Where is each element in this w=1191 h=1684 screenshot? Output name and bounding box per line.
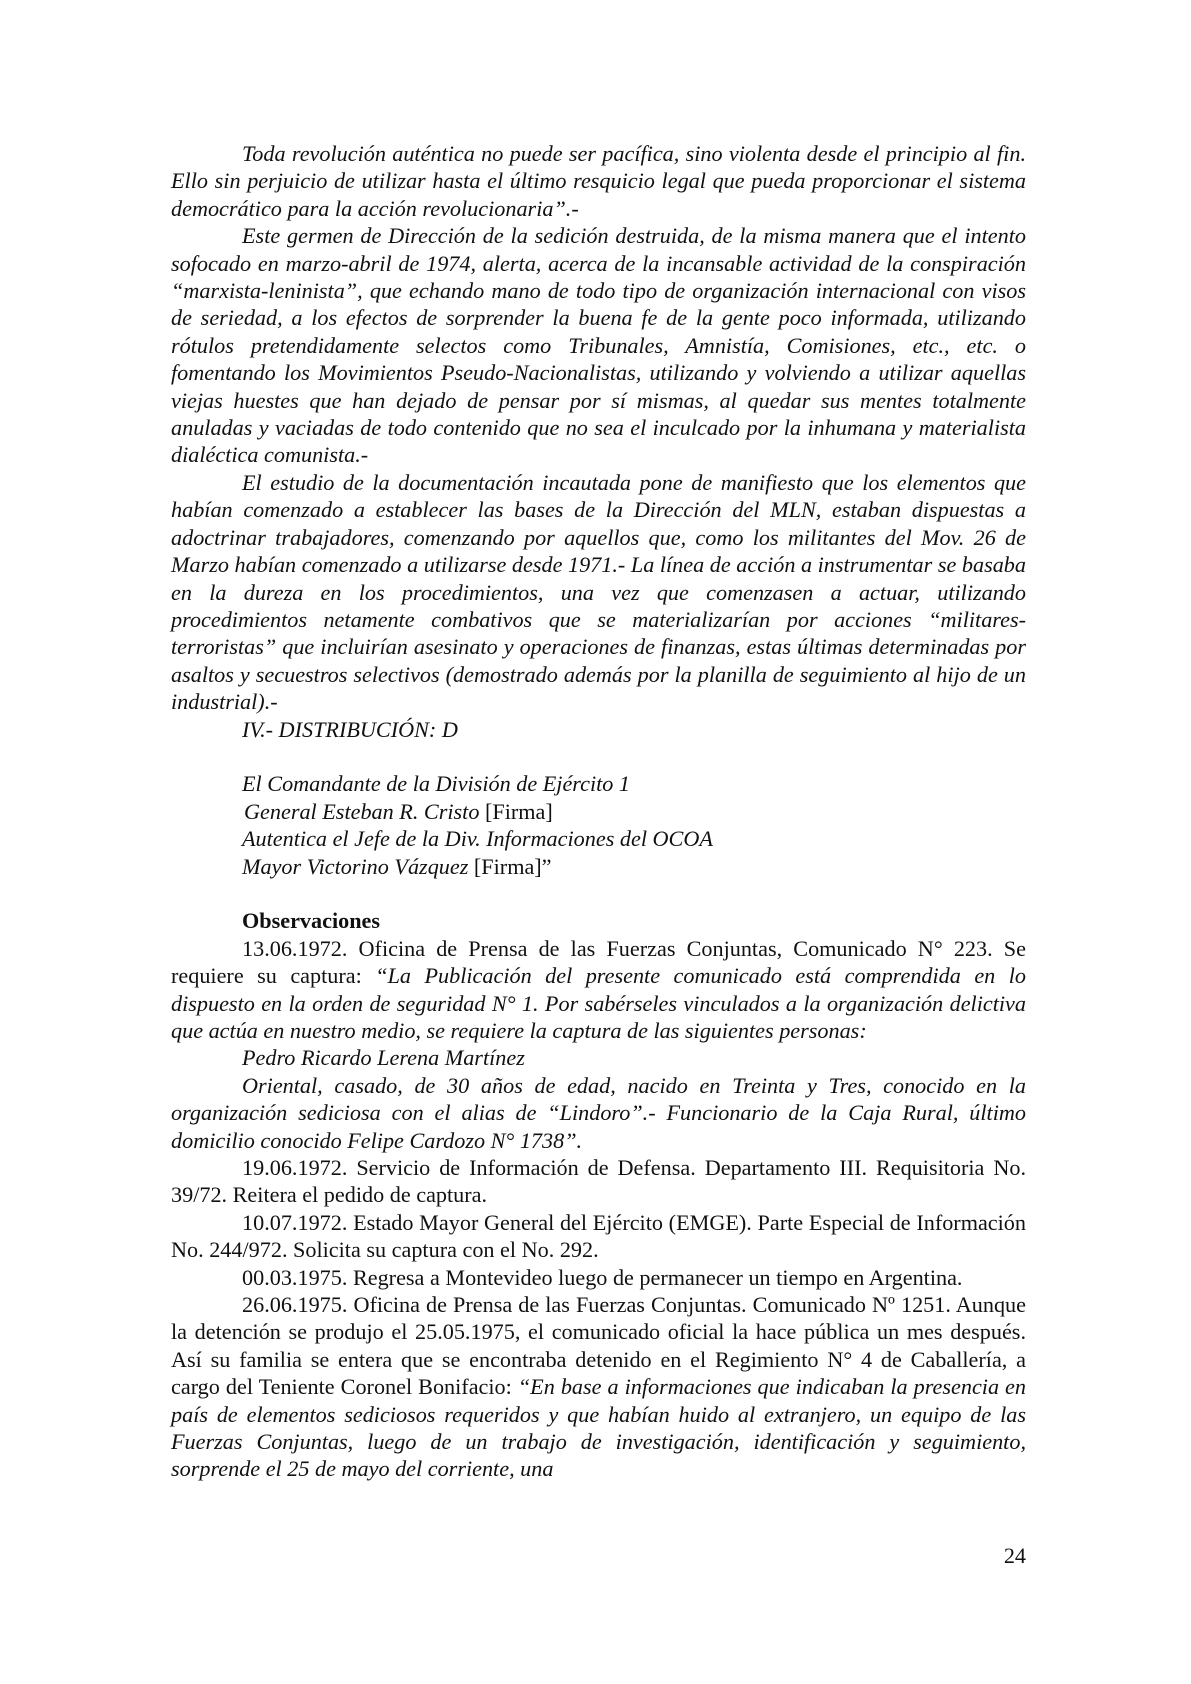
- signature-mark: [Firma]”: [468, 853, 552, 879]
- document-body: [171, 140, 1026, 1483]
- signature-authenticator-title: Autentica el Jefe de la Div. Informaciones del OCOA: [242, 826, 713, 852]
- paragraph-estudio-documentacion: El estudio de la documentación incautada pone de manifiesto que los elementos que habían comenzado a establecer las bases de la Dirección del MLN, estaban dispuestas a adoctrinar trabajadores, comenzando por aquellos que, como los militantes del Mov. 26 de Marzo habían comenzado a utilizarse desde 1971.- La línea de acción a instrumentar se basaba en la dureza en los procedimientos, una vez que comenzasen a actuar, utilizando procedimientos netamente combativos que se materializarían por acciones “militares-terroristas” que incluirían asesinato y operaciones de finanzas, estas últimas determinadas por asaltos y secuestros selectivos (demostrado además por la planilla de seguimiento al hijo de un industrial).-: [171, 469, 1026, 715]
- distribution-line: IV.- DISTRIBUCIÓN: D: [242, 716, 458, 742]
- observations-heading: Observaciones: [242, 908, 381, 934]
- person-name: Pedro Ricardo Lerena Martínez: [242, 1045, 525, 1071]
- paragraph-revolucion: Toda revolución auténtica no puede ser pacífica, sino violenta desde el principio al fin. Ello sin perjuicio de utilizar hasta el último resquicio legal que pueda proporcionar el sistema democrático para la acción revolucionaria”.-: [171, 141, 1026, 221]
- person-description: Oriental, casado, de 30 años de edad, nacido en Treinta y Tres, conocido en la organización sediciosa con el alias de “Lindoro”.- Funcionario de la Caja Rural, último domicilio conocido Felipe Cardozo N° 1738”.: [171, 1072, 1026, 1153]
- observation-quote: “En base a informaciones que indicaban la presencia en país de elementos sediciosos requeridos y que habían huido al extranjero, un equipo de las Fuerzas Conjuntas, luego de un trabajo de investigación, identificación y seguimiento, sorprende el 25 de mayo del corriente, una: [171, 1374, 1027, 1482]
- observation-1975-03-00: 00.03.1975. Regresa a Montevideo luego de permanecer un tiempo en Argentina.: [242, 1264, 963, 1290]
- spacer: [171, 880, 1026, 907]
- signature-authenticator: [171, 853, 1026, 880]
- paragraph-germen-direccion: Este germen de Dirección de la sedición destruida, de la misma manera que el intento sofocado en marzo-abril de 1974, alerta, acerca de la incansable actividad de la conspiración “marxista-leninista”, que echando mano de todo tipo de organización internacional con visos de seriedad, a los efectos de sorprender la buena fe de la gente poco informada, utilizando rótulos pretendidamente selectos como Tribunales, Amnistía, Comisiones, etc., etc. o fomentando los Movimientos Pseudo-Nacionalistas, utilizando y volviendo a utilizar aquellas viejas huestes que han dejado de pensar por sí mismas, al quedar sus mentes totalmente anuladas y vaciadas de todo contenido que no sea el inculcado por la inhumana y materialista dialéctica comunista.-: [171, 223, 1026, 468]
- signature-commander: [171, 798, 1026, 825]
- observation-text: 13.06.1972. Oficina de Prensa de las Fuerzas Conjuntas, Comunicado N° 223. Se requiere su captura:: [171, 935, 1026, 989]
- signature-mark: [Firma]: [479, 798, 553, 824]
- spacer: [171, 743, 1026, 770]
- observation-1972-07-10: 10.07.1972. Estado Mayor General del Ejército (EMGE). Parte Especial de Información No. 244/972. Solicita su captura con el No. 292.: [171, 1209, 1026, 1263]
- observation-quote: “La Publicación del presente comunicado está comprendida en lo dispuesto en la orden de seguridad N° 1. Por sabérseles vinculados a la organización delictiva que actúa en nuestro medio, se requiere la captura de las siguientes personas:: [171, 963, 1026, 1043]
- observation-1972-06-13: [171, 935, 1026, 1045]
- signature-commander-title: El Comandante de la División de Ejército 1: [242, 771, 631, 797]
- signature-authenticator-name: Mayor Victorino Vázquez: [242, 853, 469, 879]
- page-number: 24: [1003, 1543, 1026, 1568]
- signature-block: [171, 770, 1026, 880]
- observation-1972-06-19: 19.06.1972. Servicio de Información de Defensa. Departamento III. Requisitoria No. 39/72. Reitera el pedido de captura.: [171, 1155, 1026, 1208]
- observation-1975-06-26: [171, 1291, 1026, 1483]
- signature-commander-name: General Esteban R. Cristo: [244, 798, 480, 824]
- observation-text: 26.06.1975. Oficina de Prensa de las Fuerzas Conjuntas. Comunicado Nº 1251. Aunque la detención se produjo el 25.05.1975, el comunicado oficial la hace pública un mes después. Así su familia se entera que se encontraba detenido en el Regimiento N° 4 de Caballería, a cargo del Teniente Coronel Bonifacio:: [171, 1292, 1026, 1400]
